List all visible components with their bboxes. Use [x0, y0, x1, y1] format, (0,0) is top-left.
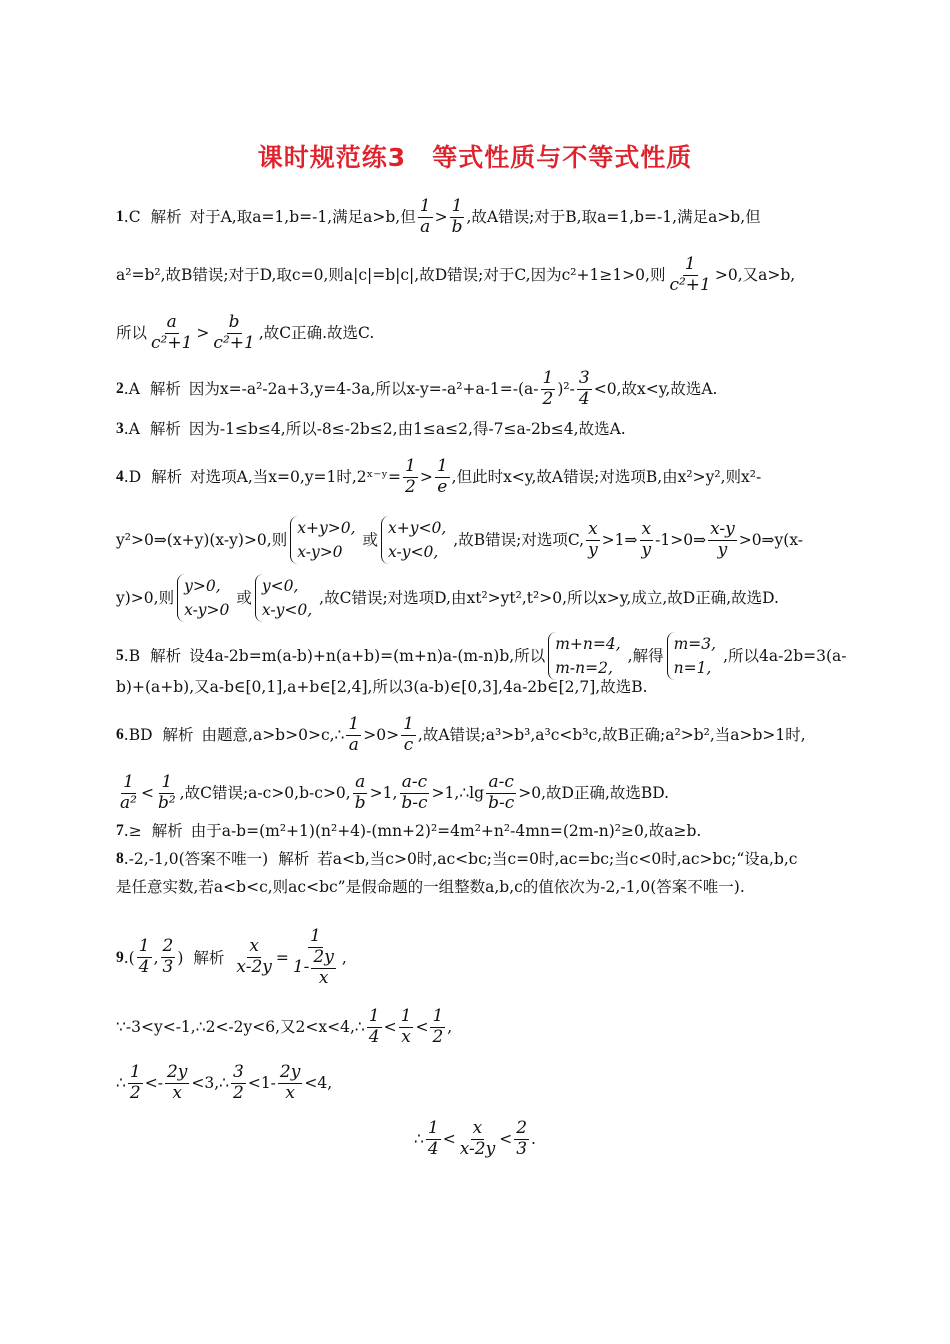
- item-9-line-2: ∵-3<y<-1,∴2<-2y<6,又2<x<4,∴ $\frac{1}{4}$ < $\frac{1}{x}$ < $\frac{1}{2}$ ,: [116, 1006, 453, 1047]
- item-1-line-3: 所以 $\frac{a}{\text{c²+1}}$ > $\frac{b}{\text{c²+1}}$ ,故C正确.故选C.: [116, 312, 375, 353]
- text: 由题意,a>b>0>c,∴: [201, 726, 345, 745]
- fraction: $\frac{1}{c}$: [403, 714, 414, 755]
- text: ,解得: [627, 647, 664, 665]
- fraction: $\frac{1}{\text{a²}}$: [120, 772, 137, 813]
- item-4-line-3: [116, 574, 836, 622]
- fraction: $\frac{b}{\text{c²+1}}$: [213, 312, 255, 353]
- inequality-system: x+y>0, x-y>0: [290, 516, 359, 564]
- item-number: 3: [116, 420, 124, 437]
- text: <3,∴: [191, 1074, 229, 1093]
- text: ∴: [116, 1074, 126, 1093]
- text: 设4a-2b=m(a-b)+n(a+b)=(m+n)a-(m-n)b,所以: [189, 647, 546, 665]
- item-answer: D: [128, 468, 142, 487]
- answer-label: 解析: [151, 468, 183, 487]
- text: 是任意实数,若a<b<c,则ac<bc”是假命题的一组整数a,b,c的值依次为-2,-1,0(答案不唯一).: [116, 878, 745, 896]
- answer-label: 解析: [162, 726, 194, 745]
- item-6-line-1: 6 . BD 解析 由题意,a>b>0>c,∴ $\frac{1}{a}$ >0> $\frac{1}{c}$ ,故A错误;a³>b³,a³c<b³c,故B正确;a²>b²,当a>b>1时,: [116, 714, 806, 755]
- text: 由于a-b=(m²+1)(n²+4)-(mn+2)²=4m²+n²-4mn=(2m-n)²≥0,故a≥b.: [190, 822, 702, 840]
- fraction: $\frac{x-y}{y}$: [710, 518, 735, 560]
- item-6-line-2: $\frac{1}{\text{a²}}$ < $\frac{1}{\text{b²}}$ ,故C错误;a-c>0,b-c>0, $\frac{a}{b}$ >1, $\frac{a-c}{b-c}$ >1,∴lg $\frac{a-c}{b-c}$ >0,故D正确,故选BD.: [120, 772, 670, 813]
- item-1-line-2: [116, 256, 836, 295]
- fraction: $\frac{1}{2}$: [129, 1062, 141, 1103]
- text: ∴: [414, 1130, 424, 1149]
- text: 对选项A,当x=0,y=1时,2ˣ⁻ʸ=: [190, 468, 401, 487]
- text: >0>: [363, 726, 400, 745]
- fraction: $\frac{1}{4}$: [368, 1006, 380, 1047]
- item-9-line-3: [116, 1064, 836, 1103]
- item-9-line-1: 9 .( $\frac{1}{4}$ , $\frac{2}{3}$ ) 解析 $\frac{x}{x-2y}$ = 1 1- $\frac{2y}{x}$ ,: [116, 926, 347, 988]
- answer-label: 解析: [278, 850, 310, 868]
- fraction: $\frac{x}{x-2y}$: [459, 1118, 496, 1159]
- item-9-result: ∴ $\frac{1}{4}$ < $\frac{x}{x-2y}$ < $\frac{2}{3}$ .: [414, 1118, 536, 1159]
- item-1-line-1: 1 . C 解析 对于A,取a=1,b=-1,满足a>b,但 $\frac{1}{a}$ > $\frac{1}{b}$ ,故A错误;对于B,取a=1,b=-1,满足a>b,但: [116, 196, 761, 237]
- text: >0,故D正确,故选BD.: [518, 784, 670, 803]
- fraction: $\frac{a}{\text{c²+1}}$: [151, 312, 193, 353]
- item-4-line-2: [116, 516, 836, 564]
- item-number: 1: [116, 208, 124, 226]
- inequality-system: x+y<0, x-y<0,: [381, 516, 450, 564]
- inequality-system: y>0, x-y>0: [177, 574, 233, 622]
- text: >1,∴lg: [431, 784, 485, 803]
- answer-label: 解析: [193, 948, 225, 967]
- page-title: 课时规范练3 等式性质与不等式性质: [257, 143, 693, 172]
- fraction: $\frac{3}{2}$: [233, 1062, 244, 1103]
- text: ,所以4a-2b=3(a-: [723, 647, 847, 665]
- text: 因为-1≤b≤4,所以-8≤-2b≤2,由1≤a≤2,得-7≤a-2b≤4,故选A.: [188, 420, 626, 438]
- text: 所以: [116, 324, 148, 343]
- item-number: 4: [116, 468, 124, 486]
- text: 因为x=-a²-2a+3,y=4-3a,所以x-y=-a²+a-1=-(a-: [188, 380, 539, 399]
- text: ,故C正确.故选C.: [258, 324, 375, 343]
- item-answer: B: [128, 647, 141, 665]
- item-7-line: 7 . ≥ 解析 由于a-b=(m²+1)(n²+4)-(mn+2)²=4m²+n²-4mn=(2m-n)²≥0,故a≥b.: [116, 822, 702, 840]
- text: b)+(a+b),又a-b∈[0,1],a+b∈[2,4],所以3(a-b)∈[0,3],4a-2b∈[2,7],故选B.: [116, 678, 648, 696]
- fraction: $\frac{2y}{x}$: [279, 1062, 301, 1103]
- item-number: 6: [116, 726, 124, 744]
- fraction: $\frac{1}{2}$: [542, 368, 554, 409]
- item-4-line-1: 4 . D 解析 对选项A,当x=0,y=1时,2ˣ⁻ʸ= $\frac{1}{2}$ > $\frac{1}{e}$ ,但此时x<y,故A错误;对选项B,由x²>y²,则x²-: [116, 456, 762, 497]
- text: 或: [236, 589, 252, 607]
- fraction: $\frac{1}{x}$: [400, 1006, 412, 1047]
- item-answer: A: [128, 380, 140, 399]
- fraction: $\frac{2}{3}$: [516, 1118, 528, 1159]
- item-answer: BD: [128, 726, 153, 745]
- item-number: 8: [116, 850, 124, 867]
- item-3-line: 3 . A 解析 因为-1≤b≤4,所以-8≤-2b≤2,由1≤a≤2,得-7≤a-2b≤4,故选A.: [116, 420, 626, 438]
- answer-label: 解析: [149, 420, 181, 438]
- fraction: 1 1- $\frac{2y}{x}$: [292, 926, 334, 988]
- text: y²>0⇒(x+y)(x-y)>0,则: [116, 531, 288, 549]
- fraction: $\frac{2y}{x}$: [166, 1062, 188, 1103]
- text: ,但此时x<y,故A错误;对选项B,由x²>y²,则x²-: [451, 468, 762, 487]
- fraction: $\frac{1}{e}$: [436, 456, 448, 497]
- text: a²=b²,故B错误;对于D,取c=0,则a|c|=b|c|,故D错误;对于C,因为c²+1≥1>0,则: [116, 266, 666, 285]
- item-number: 9: [116, 948, 124, 966]
- fraction: $\frac{x}{y}$: [641, 518, 652, 560]
- text: ,故A错误;对于B,取a=1,b=-1,满足a>b,但: [466, 208, 761, 227]
- item-answer: A: [128, 420, 140, 438]
- item-8-line-1: 8 . -2,-1,0(答案不唯一) 解析 若a<b,当c>0时,ac<bc;当c=0时,ac=bc;当c<0时,ac>bc;“设a,b,c: [116, 850, 798, 868]
- answer-label: 解析: [150, 208, 182, 227]
- fraction: $\frac{1}{\text{b²}}$: [157, 772, 176, 813]
- item-8-line-2: [116, 876, 836, 898]
- text: 若a<b,当c>0时,ac<bc;当c=0时,ac=bc;当c<0时,ac>bc;“设a,b,c: [317, 850, 798, 868]
- text: >1,: [369, 784, 398, 803]
- text: -1>0⇒: [655, 531, 707, 549]
- item-5-line-1: 5 . B 解析 设4a-2b=m(a-b)+n(a+b)=(m+n)a-(m-n)b,所以 m+n=4, m-n=2, ,解得 m=3, n=1, ,所以4a-2b=3(a-: [116, 632, 836, 680]
- item-answer: -2,-1,0(答案不唯一): [128, 850, 269, 868]
- answer-label: 解析: [151, 822, 183, 840]
- text: ,故B错误;对选项C,: [453, 531, 585, 549]
- item-answer: C: [128, 208, 141, 227]
- fraction: $\frac{x}{y}$: [588, 518, 598, 560]
- item-5-line-2: [116, 676, 836, 698]
- fraction: $\frac{3}{4}$: [578, 368, 590, 409]
- fraction: $\frac{1}{4}$: [427, 1118, 439, 1159]
- text: 或: [362, 531, 379, 549]
- fraction: $\frac{1}{b}$: [451, 196, 463, 237]
- text: <1-: [247, 1074, 276, 1093]
- answer-label: 解析: [150, 647, 182, 665]
- answer-label: 解析: [149, 380, 181, 399]
- equation-system: m=3, n=1,: [667, 632, 720, 680]
- item-answer: ≥: [128, 822, 142, 840]
- item-number: 7: [116, 822, 124, 839]
- item-2-line: 2 . A 解析 因为x=-a²-2a+3,y=4-3a,所以x-y=-a²+a-1=-(a- $\frac{1}{2}$ )²- $\frac{3}{4}$ <0,故x<y,故选A.: [116, 368, 718, 409]
- text: 对于A,取a=1,b=-1,满足a>b,但: [189, 208, 416, 227]
- item-number: 2: [116, 380, 124, 398]
- text: ∵-3<y<-1,∴2<-2y<6,又2<x<4,∴: [116, 1018, 365, 1037]
- fraction: $\frac{1}{2}$: [432, 1006, 444, 1047]
- text: y)>0,则: [116, 589, 175, 607]
- text: >1⇒: [601, 531, 638, 549]
- fraction: $\frac{1}{2}$: [404, 456, 416, 497]
- fraction: $\frac{1}{4}$: [138, 936, 150, 978]
- text: <0,故x<y,故选A.: [593, 380, 718, 399]
- text: <4,: [304, 1074, 333, 1093]
- fraction: $\frac{x}{x-2y}$: [236, 936, 272, 978]
- equation-system: m+n=4, m-n=2,: [548, 632, 624, 680]
- text: ,故A错误;a³>b³,a³c<b³c,故B正确;a²>b²,当a>b>1时,: [417, 726, 806, 745]
- fraction: $\frac{a-c}{b-c}$: [401, 772, 428, 813]
- fraction: $\frac{2y}{x}$: [313, 946, 334, 988]
- text: )²-: [557, 380, 575, 399]
- fraction: $\frac{1}{\text{c²+1}}$: [669, 254, 711, 295]
- fraction: $\frac{1}{a}$: [419, 196, 431, 237]
- text: <-: [144, 1074, 163, 1093]
- fraction: $\frac{1}{a}$: [348, 714, 360, 755]
- item-number: 5: [116, 647, 124, 664]
- fraction: $\frac{a}{b}$: [354, 772, 366, 813]
- text: >0,又a>b,: [714, 266, 796, 285]
- text: ,故C错误;对选项D,由xt²>yt²,t²>0,所以x>y,成立,故D正确,故选D.: [319, 589, 779, 607]
- text: >0⇒y(x-: [738, 531, 804, 549]
- inequality-system: y<0, x-y<0,: [255, 574, 316, 622]
- fraction: $\frac{a-c}{b-c}$: [488, 772, 515, 813]
- text: ,故C错误;a-c>0,b-c>0,: [179, 784, 351, 803]
- fraction: $\frac{2}{3}$: [162, 936, 174, 978]
